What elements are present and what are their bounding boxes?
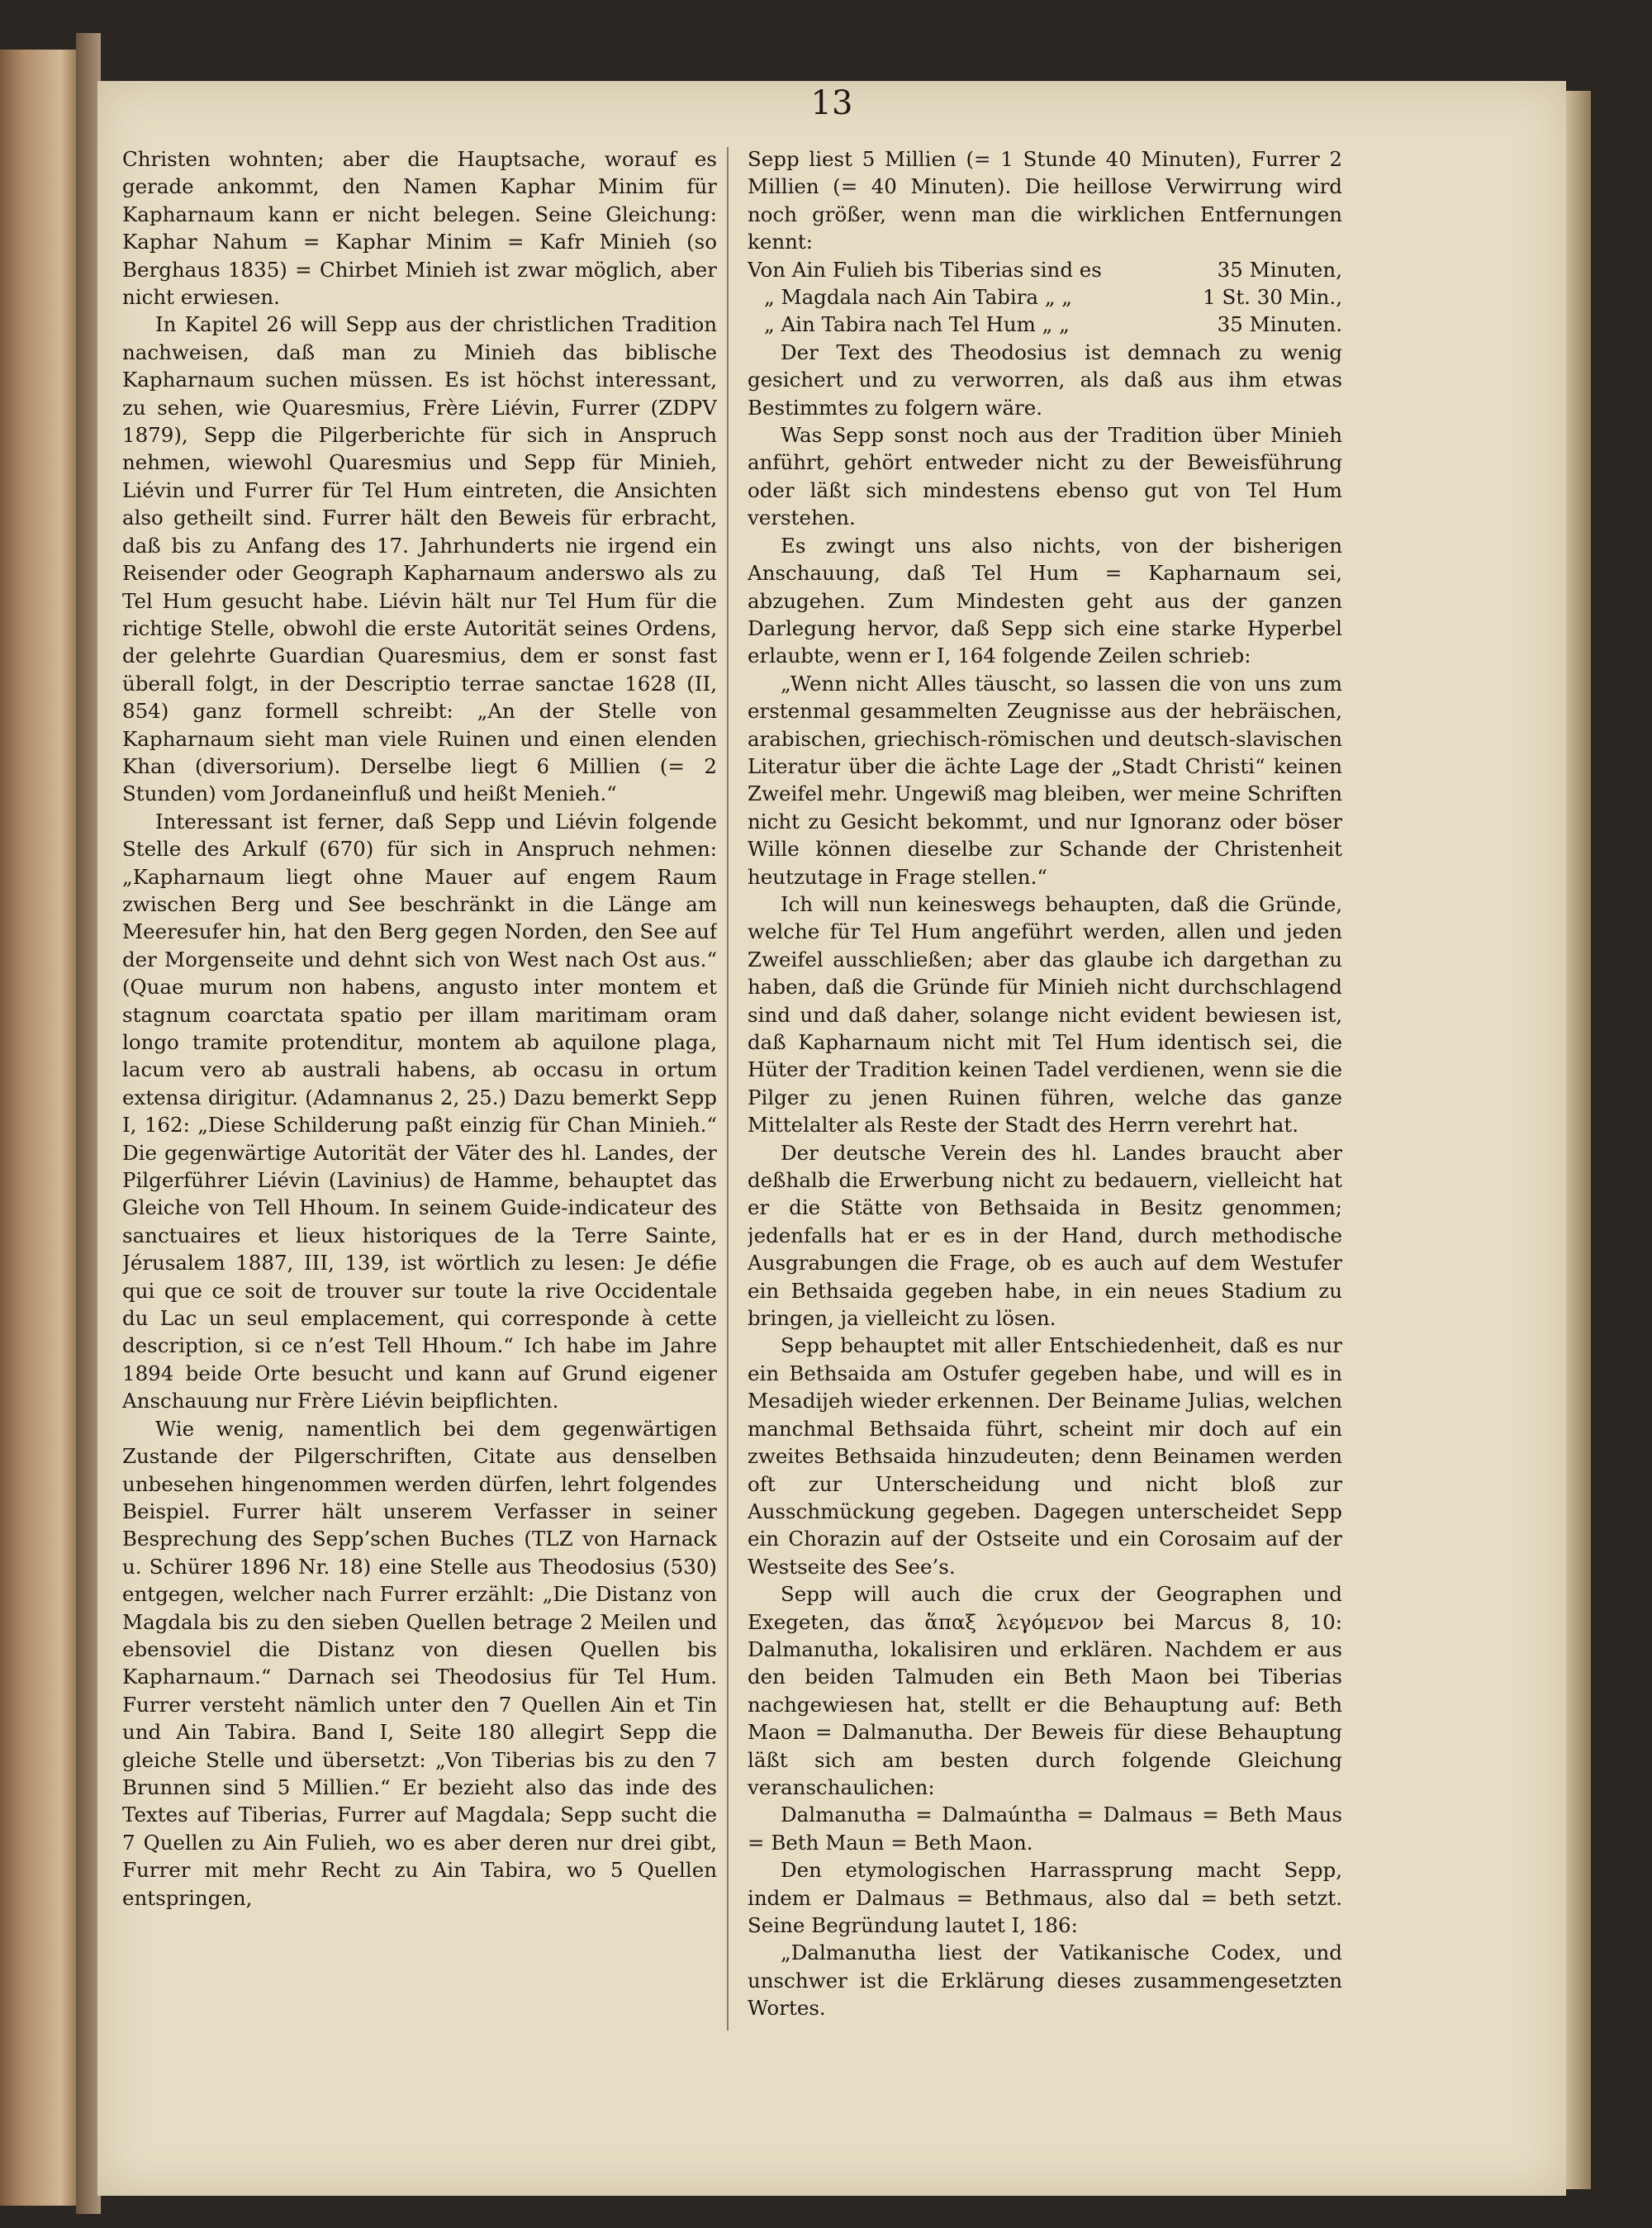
column-divider	[727, 147, 729, 2031]
paragraph: Was Sepp sonst noch aus der Tradition über Minieh anführt, gehört entweder nicht zu der Beweisführung oder läßt sich mindestens ebenso gut von Tel Hum verstehen.	[748, 423, 1342, 530]
previous-page-edge	[0, 50, 76, 2206]
paragraph: Ich will nun keineswegs behaupten, daß die Gründe, welche für Tel Hum angeführt werden, allen und jeden Zweifel ausschließen; aber das glaube ich dargethan zu haben, daß die Gründe für Minieh nicht durchschlagend sind und daß daher, solange nicht evident bewiesen ist, daß Kapharnaum nicht mit Tel Hum identisch sei, die Hüter der Tradition keinen Tadel verdienen, wenn sie die Pilger zu jenen Ruinen führen, welche das ganze Mittelalter als Reste der Stadt des Herrn verehrt hat.	[748, 891, 1342, 1138]
equation-line: Dalmanutha = Dalmaúntha = Dalmaus = Beth Maus = Beth Maun = Beth Maon.	[748, 1803, 1342, 1855]
distance-row	[748, 283, 1342, 311]
paragraph: Wie wenig, namentlich bei dem gegenwärtigen Zustande der Pilgerschriften, Citate aus denselben unbesehen hingenommen werden dürfen, lehrt folgendes Beispiel. Furrer hält unserem Verfasser in seiner Besprechung des Sepp’schen Buches (TLZ von Harnack u. Schürer 1896 Nr. 18) eine Stelle aus Theodosius (530) entgegen, welcher nach Furrer erzählt: „Die Distanz von Magdala bis zu den sieben Quellen betrage 2 Meilen und ebensoviel die Distanz von diesen Quellen bis Kapharnaum.“ Darnach sei Theodosius für Tel Hum. Furrer versteht nämlich unter den 7 Quellen Ain et Tin und Ain Tabira. Band I, Seite 180 allegirt Sepp die gleiche Stelle und übersetzt: „Von Tiberias bis zu den 7 Brunnen sind 5 Millien.“ Er bezieht also das inde des Textes auf Tiberias, Furrer auf Magdala; Sepp sucht die 7 Quellen zu Ain Fulieh, wo es aber deren nur drei gibt, Furrer mit mehr Recht zu Ain Tabira, wo 5 Quellen entspringen,	[122, 1416, 717, 1910]
paragraph: Sepp will auch die crux der Geographen und Exegeten, das ἅπαξ λεγόμενον bei Marcus 8, 10: Dalmanutha, lokalisiren und erklären. Nachdem er aus den beiden Talmuden ein Beth Maon bei Tiberias nachgewiesen hat, stellt er die Behauptung auf: Beth Maon = Dalmanutha. Der Beweis für diese Behauptung läßt sich am besten durch folgende Gleichung veranschaulichen:	[748, 1582, 1342, 1799]
distance-row	[748, 256, 1342, 283]
page-stack-edge	[1566, 91, 1591, 2189]
quotation: „Dalmanutha liest der Vatikanische Codex, und unschwer ist die Erklärung dieses zusammengesetzten Wortes.	[748, 1941, 1342, 2021]
distance-route: „ Magdala nach Ain Tabira „ „	[764, 285, 1072, 310]
page-number: 13	[810, 84, 853, 122]
distance-value: 35 Minuten.	[1217, 312, 1342, 337]
paragraph: Es zwingt uns also nichts, von der bisherigen Anschauung, daß Tel Hum = Kapharnaum sei, abzugehen. Zum Mindesten geht aus der ganzen Darlegung hervor, daß Sepp sich eine starke Hyperbel erlaubte, wenn er I, 164 folgende Zeilen schrieb:	[748, 533, 1342, 668]
paragraph: In Kapitel 26 will Sepp aus der christlichen Tradition nachweisen, daß man zu Minieh das biblische Kapharnaum suchen müssen. Es ist höchst interessant, zu sehen, wie Quaresmius, Frère Liévin, Furrer (ZDPV 1879), Sepp die Pilgerberichte für sich in Anspruch nehmen, wiewohl Quaresmius und Sepp für Minieh, Liévin und Furrer für Tel Hum eintreten, die Ansichten also getheilt sind. Furrer hält den Beweis für erbracht, daß bis zu Anfang des 17. Jahrhunderts nie irgend ein Reisender oder Geograph Kapharnaum anderswo als zu Tel Hum gesucht habe. Liévin hält nur Tel Hum für die richtige Stelle, obwohl die erste Autorität seines Ordens, der gelehrte Guardian Quaresmius, dem er sonst fast überall folgt, in der Descriptio terrae sanctae 1628 (II, 854) ganz formell schreibt: „An der Stelle von Kapharnaum sieht man viele Ruinen und einen elenden Khan (diversorium). Derselbe liegt 6 Millien (= 2 Stunden) vom Jordaneinfluß und heißt Menieh.“	[122, 312, 717, 806]
paragraph: Interessant ist ferner, daß Sepp und Liévin folgende Stelle des Arkulf (670) für sich in Anspruch nehmen: „Kapharnaum liegt ohne Mauer auf engem Raum zwischen Berg und See beschränkt in die Länge am Meeresufer hin, hat den Berg gegen Norden, den See auf der Morgenseite und dehnt sich von West nach Ost aus.“ (Quae murum non habens, angusto inter montem et stagnum coarctata spatio per illam maritimam oram longo tramite protenditur, montem ab aquilone plaga, lacum vero ab australi habens, ab occasu in ortum extensa dirigitur. (Adamnanus 2, 25.) Dazu bemerkt Sepp I, 162: „Diese Schilderung paßt einzig für Chan Minieh.“ Die gegenwärtige Autorität der Väter des hl. Landes, der Pilgerführer Liévin (Lavinius) de Hamme, behauptet das Gleiche von Tell Hhoum. In seinem Guide-indicateur des sanctuaires et lieux historiques de la Terre Sainte, Jérusalem 1887, III, 139, ist wörtlich zu lesen: Je défie qui que ce soit de trouver sur toute la rive Occidentale du Lac un seul emplacement, qui corresponde à cette description, si ce n’est Tell Hhoum.“ Ich habe im Jahre 1894 beide Orte besucht und kann auf Grund eigener Anschauung nur Frère Liévin beipflichten.	[122, 809, 717, 1413]
paragraph: Den etymologischen Harrassprung macht Sepp, indem er Dalmaus = Bethmaus, also dal = beth setzt. Seine Begründung lautet I, 186:	[748, 1858, 1342, 1937]
paragraph: Sepp behauptet mit aller Entschiedenheit, daß es nur ein Bethsaida am Ostufer gegeben habe, und will es in Mesadijeh wieder erkennen. Der Beiname Julias, welchen manchmal Bethsaida führt, scheint mir doch auf ein zweites Bethsaida hinzudeuten; denn Beinamen werden oft zur Unterscheidung und nicht bloß zur Ausschmückung gegeben. Dagegen unterscheidet Sepp ein Chorazin auf der Ostseite und ein Corosaim auf der Westseite des See’s.	[748, 1333, 1342, 1579]
right-column	[748, 145, 1342, 2045]
distance-route: „ Ain Tabira nach Tel Hum „ „	[764, 312, 1070, 337]
left-column	[122, 145, 717, 2045]
distance-value: 1 St. 30 Min.,	[1203, 285, 1342, 310]
paragraph: Der deutsche Verein des hl. Landes braucht aber deßhalb die Erwerbung nicht zu bedauern, vielleicht hat er die Stätte von Bethsaida in Besitz genommen; jedenfalls hat er es in der Hand, durch methodische Ausgrabungen die Frage, ob es auch auf dem Westufer ein Bethsaida gegeben habe, in ein neues Stadium zu bringen, ja vielleicht zu lösen.	[748, 1140, 1342, 1331]
distance-list	[748, 256, 1342, 339]
paragraph: Der Text des Theodosius ist demnach zu wenig gesichert und zu verworren, als daß aus ihm etwas Bestimmtes zu folgern wäre.	[748, 340, 1342, 420]
distance-value: 35 Minuten,	[1217, 257, 1342, 282]
paragraph: Christen wohnten; aber die Hauptsache, worauf es gerade ankommt, den Namen Kaphar Minim für Kapharnaum kann er nicht belegen. Seine Gleichung: Kaphar Nahum = Kaphar Minim = Kafr Minieh (so Berghaus 1835) = Chirbet Minieh ist zwar möglich, aber nicht erwiesen.	[122, 147, 717, 310]
paragraph: Sepp liest 5 Millien (= 1 Stunde 40 Minuten), Furrer 2 Millien (= 40 Minuten). Die heillose Verwirrung wird noch größer, wenn man die wirklichen Entfernungen kennt:	[748, 147, 1342, 254]
distance-row	[748, 311, 1342, 338]
distance-route: Von Ain Fulieh bis Tiberias sind es	[748, 257, 1102, 282]
quotation: „Wenn nicht Alles täuscht, so lassen die von uns zum erstenmal gesammelten Zeugnisse aus der hebräischen, arabischen, griechisch-römischen und deutsch-slavischen Literatur über die ächte Lage der „Stadt Christi“ keinen Zweifel mehr. Ungewiß mag bleiben, wer meine Schriften nicht zu Gesicht bekommt, und nur Ignoranz oder böser Wille können dieselbe zur Schande der Christenheit heutzutage in Frage stellen.“	[748, 671, 1342, 889]
